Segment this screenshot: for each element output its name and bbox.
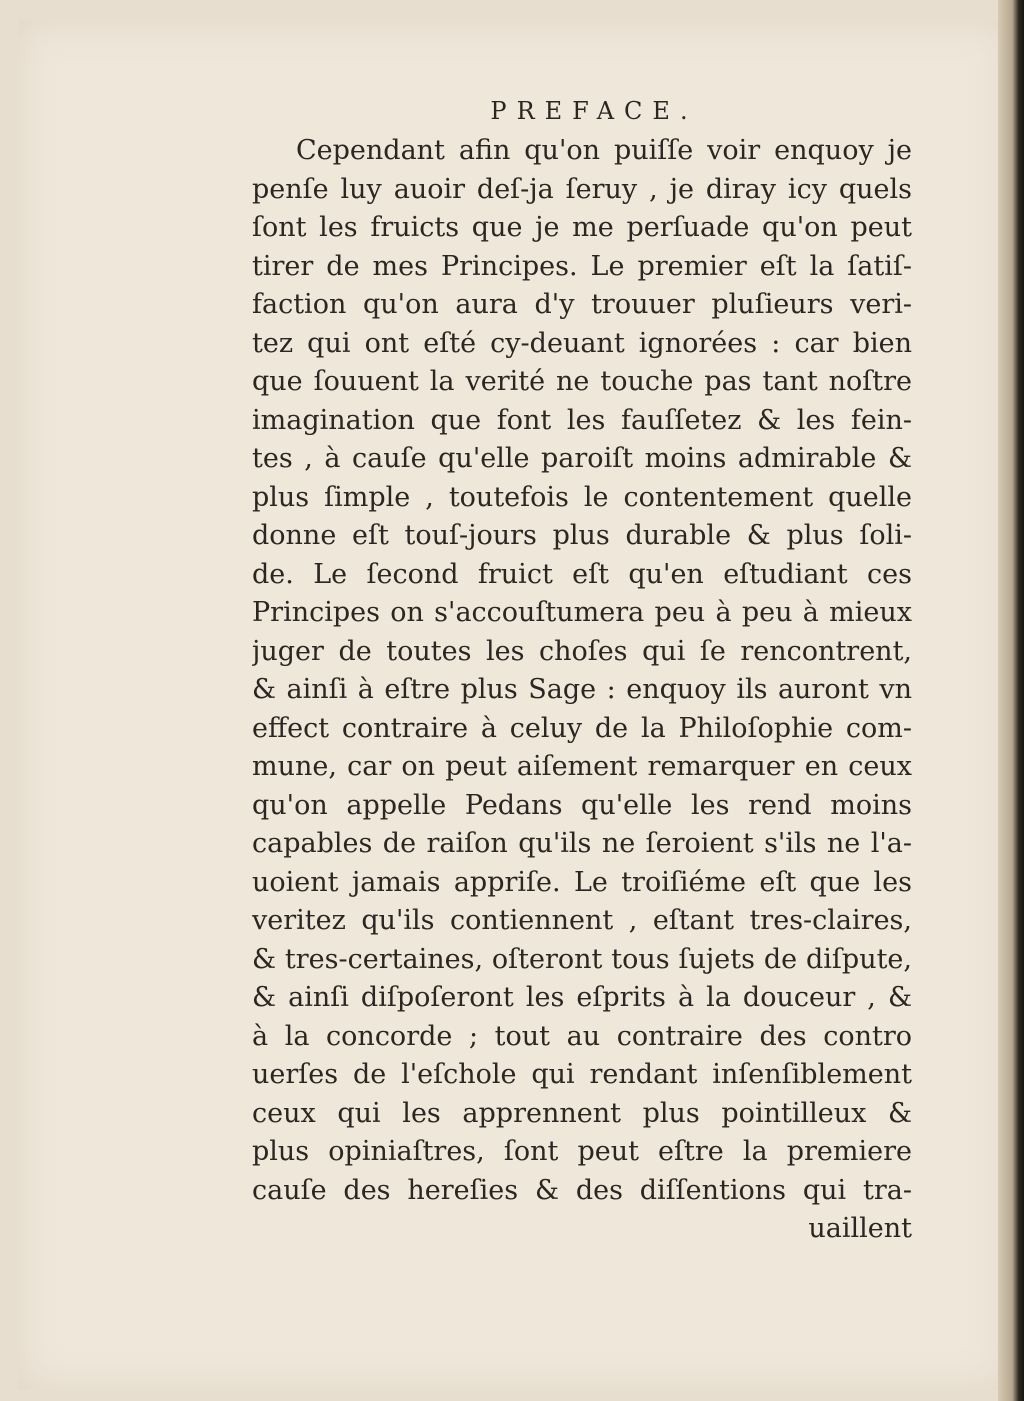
- text-line: ceux qui les apprennent plus pointilleux &: [252, 1097, 912, 1129]
- running-head: PREFACE.: [490, 97, 698, 125]
- page-edge-shadow: [998, 0, 1024, 1401]
- text-line: & ainſi à eſtre plus Sage : enquoy ils auront vn: [252, 674, 912, 705]
- text-line: imagination que font les fauſſetez & les fein-: [252, 404, 912, 436]
- text-line: qu'on appelle Pedans qu'elle les rend moins: [252, 789, 912, 821]
- text-line: & ainſi diſpoſeront les eſprits à la douceur , &: [252, 982, 912, 1013]
- catchword: uaillent: [808, 1213, 912, 1244]
- text-line: Principes on s'accouſtumera peu à peu à mieux: [252, 597, 912, 628]
- text-line: & tres-certaines, oſteront tous ſujets de diſpute,: [252, 943, 912, 975]
- text-line: donne eſt touſ-jours plus durable & plus ſoli-: [252, 520, 912, 551]
- text-line: tes , à cauſe qu'elle paroiſt moins admirable &: [252, 443, 912, 474]
- text-line: que ſouuent la verité ne touche pas tant noſtre: [252, 366, 912, 397]
- text-line: mune, car on peut aiſement remarquer en ceux: [252, 751, 912, 782]
- text-line: de. Le ſecond fruict eſt qu'en eſtudiant ces: [252, 558, 912, 590]
- text-line: penſe luy auoir deſ-ja ſeruy , je diray icy quels: [252, 173, 912, 205]
- text-line: ſont les fruicts que je me perſuade qu'on peut: [252, 212, 912, 243]
- text-line: veritez qu'ils contiennent , eſtant tres-claires,: [252, 905, 912, 936]
- text-line: cauſe des hereſies & des diſſentions qui tra-: [252, 1174, 912, 1206]
- text-block: [252, 92, 912, 1249]
- text-line: capables de raiſon qu'ils ne ſeroient s'ils ne l'a-: [252, 828, 912, 859]
- text-line: tez qui ont eſté cy-deuant ignorées : car bien: [252, 327, 912, 359]
- text-line: tirer de mes Principes. Le premier eſt la ſatiſ-: [252, 250, 912, 282]
- text-line: effect contraire à celuy de la Philoſophie com-: [252, 712, 912, 744]
- text-line: plus ſimple , toutefois le contentement quelle: [252, 481, 912, 513]
- text-line: juger de toutes les choſes qui ſe rencontrent,: [252, 635, 912, 667]
- text-line: uerſes de l'eſchole qui rendant inſenſiblement: [252, 1059, 912, 1090]
- text-line: plus opiniaſtres, ſont peut eſtre la premiere: [252, 1136, 912, 1167]
- text-line: uoient jamais appriſe. Le troiſiéme eſt que les: [252, 866, 912, 898]
- text-line: Cependant afin qu'on puiſſe voir enquoy je: [296, 135, 912, 166]
- text-line: faction qu'on aura d'y trouuer pluſieurs veri-: [252, 289, 912, 320]
- text-line: à la concorde ; tout au contraire des contro: [252, 1020, 912, 1052]
